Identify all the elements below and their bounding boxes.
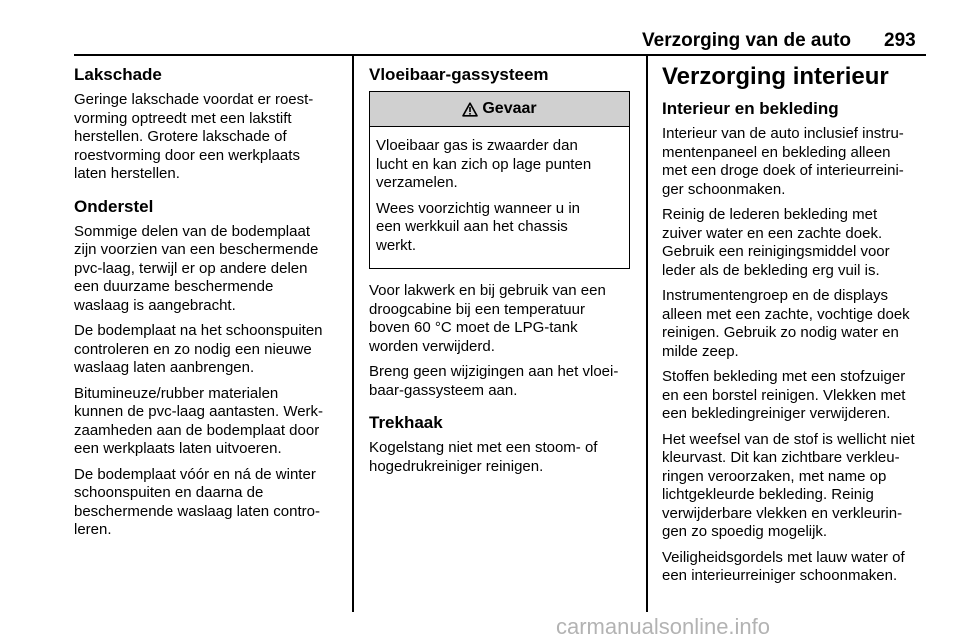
text-line: De bodemplaat na het schoonspuiten (74, 322, 323, 339)
text-line: baar-gassysteem aan. (369, 381, 518, 399)
paragraph (662, 206, 932, 280)
warning-header (370, 92, 629, 127)
text-line: reinigen. Gebruik zo nodig water en (662, 324, 899, 341)
text-line: met een droge doek of interieurreini- (662, 162, 904, 179)
text-line: beschermende waslaag laten contro- (74, 502, 320, 520)
text-line: controleren en zo nodig een nieuwe (74, 340, 312, 358)
text-line: Veiligheidsgordels met lauw water of (662, 548, 905, 566)
text-line: ringen veroorzaken, met name op (662, 467, 887, 485)
text-line: hogedrukreiniger reinigen. (369, 457, 544, 475)
text-line: een duurzame beschermende (74, 278, 274, 295)
watermark: carmanualsonline.info (556, 614, 771, 639)
paragraph (662, 549, 932, 586)
text-line: Bitumineuze/rubber materialen (74, 384, 279, 402)
warning-body (370, 127, 629, 268)
text-line: herstellen. Grotere lakschade of (74, 128, 287, 145)
text-line: Geringe lakschade voordat er roest- (74, 91, 314, 108)
warning-label: Gevaar (482, 99, 537, 117)
heading-lakschade: Lakschade (74, 65, 162, 84)
text-line: waslaag laten aanbrengen. (74, 359, 255, 376)
text-line: een interieurreiniger schoonmaken. (662, 567, 898, 584)
text-line: schoonspuiten en daarna de (74, 484, 264, 501)
text-line: roestvorming door een werkplaats (74, 146, 300, 164)
warning-paragraph (376, 200, 623, 256)
text-line: waslaag is aangebracht. (74, 296, 236, 314)
text-line: boven 60 °C moet de LPG-tank (369, 319, 578, 336)
text-line: zaamheden aan de bodemplaat door (74, 421, 320, 439)
paragraph (662, 287, 932, 361)
text-line: worden verwijderd. (369, 337, 495, 355)
text-line: milde zeep. (662, 342, 739, 360)
text-line: Sommige delen van de bodemplaat (74, 222, 310, 240)
column-divider-right (646, 56, 648, 612)
text-line: een werkplaats laten uitvoeren. (74, 440, 282, 457)
paragraph (74, 223, 344, 316)
warning-paragraph (376, 137, 623, 193)
heading-interieur-en-bekleding: Interieur en bekleding (662, 99, 839, 118)
text-line: Breng geen wijzigingen aan het vloei- (369, 363, 619, 380)
text-line: verzamelen. (376, 174, 458, 191)
text-line: lucht en kan zich op lage punten (376, 155, 592, 173)
text-line: lichtgekleurde bekleding. Reinig (662, 486, 874, 503)
text-line: droogcabine bij een temperatuur (369, 300, 585, 318)
column-1 (74, 64, 344, 547)
header-divider (74, 54, 926, 56)
page-header-title: Verzorging van de auto (642, 30, 852, 51)
text-line: zuiver water en een zachte doek. (662, 224, 883, 242)
paragraph (369, 282, 639, 356)
text-line: Wees voorzichtig wanneer u in (376, 199, 580, 217)
text-line: Instrumentengroep en de displays (662, 287, 888, 304)
text-line: een werkkuil aan het chassis (376, 218, 568, 235)
text-line: kleurvast. Dit kan zichtbare verkleu- (662, 449, 900, 466)
column-3 (662, 64, 932, 593)
text-line: Stoffen bekleding met een stofzuiger (662, 368, 906, 385)
text-line: Reinig de lederen bekleding met (662, 206, 878, 223)
text-line: Voor lakwerk en bij gebruik van een (369, 282, 606, 299)
heading-vloeibaar-gassysteem: Vloeibaar-gassysteem (369, 65, 549, 84)
text-line: laten herstellen. (74, 165, 180, 182)
column-2 (369, 64, 639, 483)
paragraph (74, 466, 344, 540)
text-line: verwijderbare vlekken en verkleurin- (662, 504, 903, 522)
text-line: een bekledingreiniger verwijderen. (662, 405, 891, 422)
text-line: leder als de bekleding erg vuil is. (662, 261, 880, 279)
paragraph (662, 368, 932, 424)
text-line: ger schoonmaken. (662, 180, 786, 198)
page-number: 293 (884, 30, 916, 51)
heading-onderstel: Onderstel (74, 196, 154, 216)
heading-trekhaak: Trekhaak (369, 413, 443, 432)
text-line: gen zo spoedig mogelijk. (662, 523, 828, 540)
text-line: Gebruik een reinigingsmiddel voor (662, 243, 890, 260)
paragraph (662, 431, 932, 542)
text-line: Het weefsel van de stof is wellicht niet (662, 430, 915, 448)
text-line: zijn voorzien van een beschermende (74, 241, 319, 258)
column-divider-left (352, 56, 354, 612)
text-line: werkt. (376, 236, 417, 254)
paragraph (662, 125, 932, 199)
paragraph (74, 322, 344, 378)
text-line: vorming optreedt met een lakstift (74, 109, 292, 127)
text-line: alleen met een zachte, vochtige doek (662, 305, 910, 323)
text-line: Interieur van de auto inclusief instru- (662, 125, 904, 142)
paragraph (369, 363, 639, 400)
warning-box (369, 91, 630, 269)
text-line: leren. (74, 521, 112, 538)
paragraph (74, 91, 344, 184)
text-line: mentenpaneel en bekleding alleen (662, 143, 891, 161)
heading-verzorging-interieur: Verzorging interieur (662, 63, 889, 90)
text-line: Vloeibaar gas is zwaarder dan (376, 137, 578, 154)
warning-triangle-icon (462, 102, 478, 117)
text-line: pvc-laag, terwijl er op andere delen (74, 259, 308, 277)
text-line: en een borstel reinigen. Vlekken met (662, 386, 906, 404)
text-line: kunnen de pvc-laag aantasten. Werk- (74, 403, 324, 420)
paragraph (369, 439, 639, 476)
paragraph (74, 385, 344, 459)
text-line: De bodemplaat vóór en ná de winter (74, 465, 316, 483)
text-line: Kogelstang niet met een stoom- of (369, 439, 598, 456)
